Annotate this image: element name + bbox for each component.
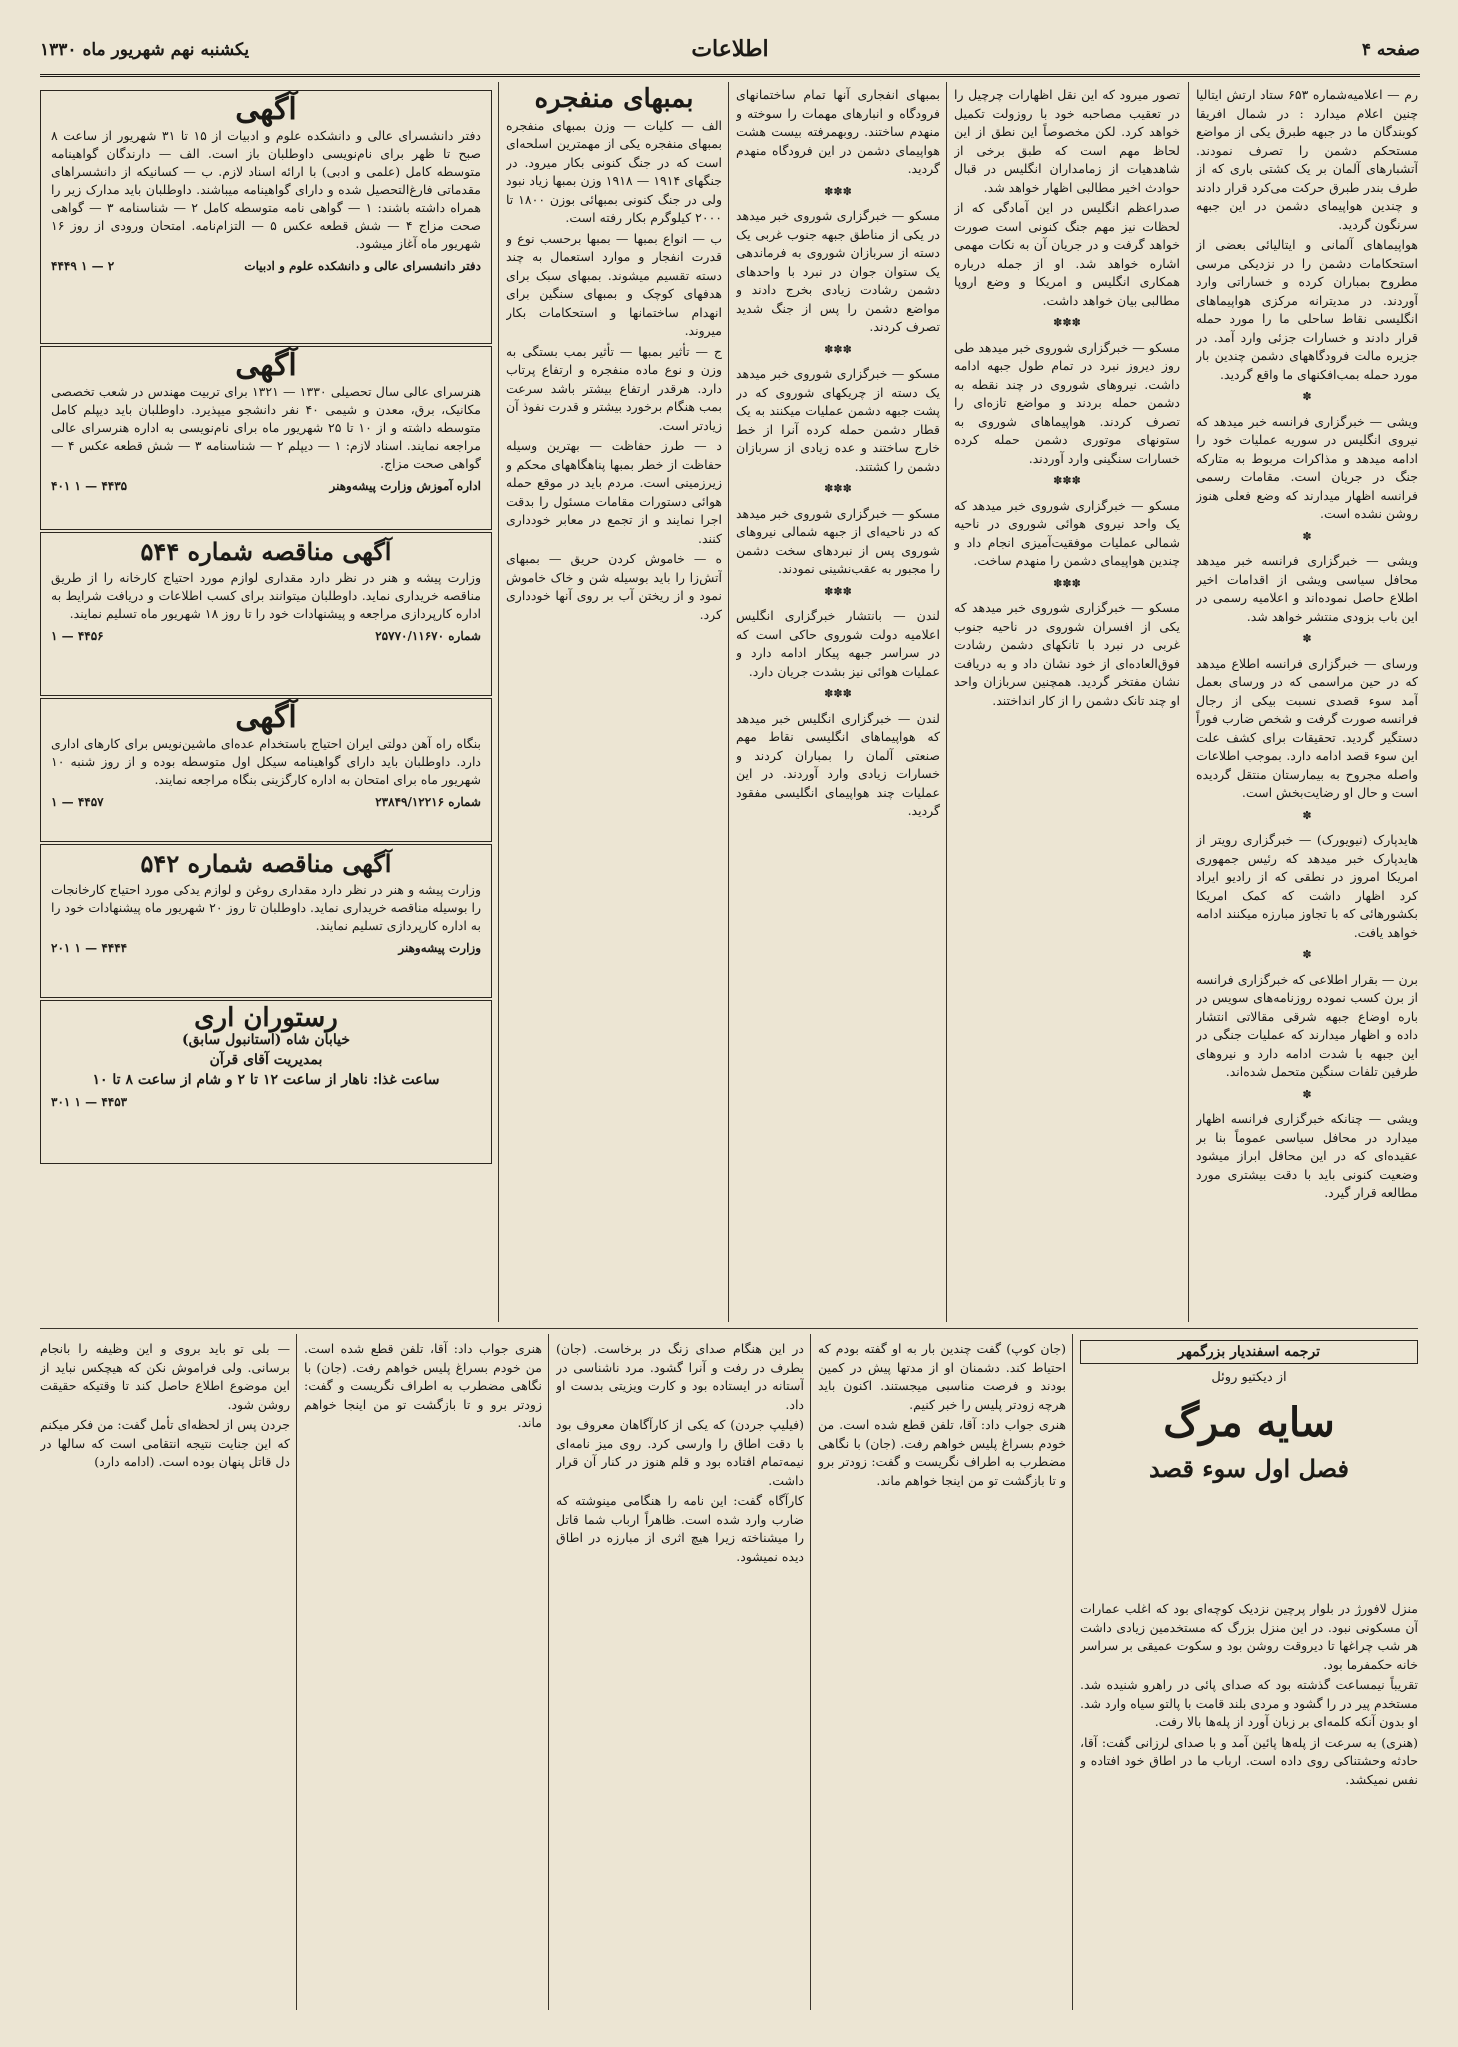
restaurant-manager: بمدیریت آقای قرآن (209, 1052, 323, 1068)
notice-ad (40, 698, 492, 842)
ad-title: آگهی مناقصه شماره ۵۴۲ (140, 849, 392, 878)
ad-title: آگهی (235, 92, 297, 127)
news-column-1: رم — اعلامیه‌شماره ۶۵۳ ستاد ارتش ایتالیا چنین اعلام میدارد : در شمال افریقا کوبندگان ما در جبهه طبرق یکی از مواضع مستحکم دشمن را تصرف نمودند. آتشبارهای آلمان بر یک کشتی باری که از طرف بندر طبرق حرکت می‌کرد قرار دادند و چندین هواپیمای دشمن در این جبهه سرنگون گردید. هواپیماهای آلمانی و ایتالیائی بعضی از استحکامات دشمن را در نزدیکی مرسی مطروح بمباران کرده و خساراتی وارد آوردند. در مدیترانه مرکزی هواپیماهای انگلیسی نقاط ساحلی ما را مورد حمله قرار دادند و خسارات جزئی وارد آمد. در جزیره مالت فرودگاههای دشمن چندین بار مورد حمله بمب‌افکنهای ما واقع گردید. ✽ ویشی — خبرگزاری فرانسه خبر میدهد که نیروی انگلیس در سوریه عملیات خود را ادامه میدهد و مذاکرات مربوط به متارکه جنگ در جریان است. مقامات رسمی فرانسه اظهار میدارند که وضع فعلی هنوز روشن نشده است. ✽ ویشی — خبرگزاری فرانسه خبر میدهد محافل سیاسی ویشی از اقدامات اخیر اطلاع حاصل نموده‌اند و اعلامیه رسمی در این باب بزودی منتشر خواهد شد. ✽ ورسای — خبرگزاری فرانسه اطلاع میدهد که در حین مراسمی که در ورسای بعمل آمد سوء قصدی نسبت بیکی از رجال فرانسه صورت گرفت و شخص ضارب فوراً دستگیر گردید. تحقیقات برای کشف علت این سوء قصد ادامه دارد. بموجب اطلاعات واصله مجروح به بیمارستان منتقل گردیده است و حال او رضایت‌بخش است. ✽ هایدپارک (نیویورک) — خبرگزاری رویتر از هایدپارک خبر میدهد که رئیس جمهوری امریکا امروز در نطقی که از رادیو ایراد کرد اظهار داشت که کمک امریکا بکشورهائی که با تجاوز مبارزه میکنند ادامه خواهد یافت. ✽ برن — بقرار اطلاعی که خبرگزاری فرانسه از برن کسب نموده روزنامه‌های سویس در باره اوضاع جبهه شرقی مقالاتی انتشار داده و اظهار میدارند که عملیات جنگی در این جبهه با شدت ادامه دارد و نیروهای طرفین تلفات سنگین متحمل شده‌اند. ✽ ویشی — چنانکه خبرگزاری فرانسه اظهار میدارد در محافل سیاسی عموماً بنا بر عقیده‌ای که در این محافل ابراز میشود وضعیت کنونی باید با دقت بیشتری مورد مطالعه قرار گیرد. (1196, 86, 1418, 1322)
news-item: مسکو — خبرگزاری شوروی خبر میدهد یک دسته از چریکهای شوروی که در پشت جبهه دشمن عملیات میکنند به یک قطار دشمن حمله کرده آنرا از خط خارج ساختند و عده زیادی از سربازان دشمن را کشتند. (736, 366, 940, 474)
news-item: صدراعظم انگلیس در این آمادگی که از لحظات نیز مهم جنگ کنونی است صورت خواهد گرفت و در جریان آن به نکات مهمی اشاره خواهد شد. او از جمله درباره همکاری انگلیس و امریکا و وضع اروپا مطالبی بیان خواهد داشت. (954, 200, 1180, 308)
ad-number: ۴۴۳۵ — ۱ ۴۰۱ (51, 479, 128, 493)
news-item: هایدپارک (نیویورک) — خبرگزاری رویتر از هایدپارک خبر میدهد که رئیس جمهوری امریکا امروز در نطقی که از رادیو ایراد کرد اظهار داشت که کمک امریکا بکشورهائی که با تجاوز مبارزه میکنند ادامه خواهد یافت. (1196, 832, 1418, 940)
restaurant-hours: ساعت غذا: ناهار از ساعت ۱۲ تا ۲ و شام از ساعت ۸ تا ۱۰ (92, 1072, 440, 1088)
ad-body: بنگاه راه آهن دولتی ایران احتیاج باستخدام عده‌ای ماشین‌نویس برای کارهای اداری دارد. داوطلبان باید دارای گواهینامه سیکل اول متوسطه بوده و از روز شنبه ۱۰ شهریور ماه برای امتحان به اداره کارگزینی بنگاه مراجعه نمایند. (51, 736, 481, 787)
news-item: برن — بقرار اطلاعی که خبرگزاری فرانسه از برن کسب نموده روزنامه‌های سویس در باره اوضاع جبهه شرقی مقالاتی انتشار داده و اظهار میدارند که عملیات جنگی در این جبهه با شدت ادامه دارد و نیروهای طرفین تلفات سنگین متحمل شده‌اند. (1196, 971, 1418, 1079)
story-paragraph: — بلی تو باید بروی و این وظیفه را بانجام برسانی. ولی فراموش نکن که هیچکس نباید از این موضوع اطلاع حاصل کند تا وقتیکه حقیقت روشن شود. (40, 1341, 290, 1412)
restaurant-address: خیابان شاه (استانبول سابق) (182, 1032, 350, 1048)
article-paragraph: الف — کلیات — وزن بمبهای منفجره بمبهای منفجره یکی از مهمترین اسلحه‌ای است که در جنگ کنونی بکار میرود. در جنگهای ۱۹۱۴ — ۱۹۱۸ وزن بمبها زیاد نبود ولی در جنگ کنونی بمبهائی بوزن ۱۸۰۰ تا ۲۰۰۰ کیلوگرم بکار رفته است. (506, 117, 722, 225)
tender-ad (40, 532, 492, 696)
news-item: بمبهای انفجاری آنها تمام ساختمانهای فرودگاه و انبارهای مهمات را سوخته و منهدم ساختند. روبهمرفته بیست هشت هواپیمای دشمن در این فرودگاه منهدم گردید. (736, 87, 940, 176)
story-column-2 (818, 1340, 1066, 2010)
ad-title: آگهی مناقصه شماره ۵۴۴ (140, 537, 392, 566)
story-paragraph: هنری جواب داد: آقا، تلفن قطع شده است. من خودم بسراغ پلیس خواهم رفت. (جان) با نگاهی مضطرب به اطراف نگریست و گفت: زودتر برو و تا بازگشت تو من اینجا خواهم ماند. (818, 1417, 1066, 1488)
story-column-4 (40, 1340, 290, 2010)
ad-number: ۴۴۵۳ — ۱ ۳۰۱ (51, 1095, 128, 1109)
story-paragraph: در این هنگام صدای زنگ در برخاست. (جان) بطرف در رفت و آنرا گشود. مرد ناشناسی در آستانه در ایستاده بود و کارت ویزیتی بدست او داد. (556, 1341, 804, 1412)
ad-body: دفتر دانشسرای عالی و دانشکده علوم و ادبیات از ۱۵ تا ۳۱ شهریور از ساعت ۸ صبح تا ظهر برای نام‌نویسی داوطلبان باز است. الف — دارندگان گواهینامه متوسطه کامل (علمی و ادبی) با ارائه اسناد لازم. ب — کسانیکه از دانشسراهای مقدماتی فارغ‌التحصیل شده و دارای گواهینامه میباشند. داوطلبان باید مدارک زیر را همراه داشته باشند: ۱ — گواهی نامه متوسطه کامل ۲ — شناسنامه ۳ — گواهی صحت مزاج ۴ — شش قطعه عکس ۵ — التزام‌نامه. امتحان ورودی از روز ۱۶ شهریور ماه آغاز میشود. (51, 128, 481, 251)
story-title: سایه مرگ (1163, 1399, 1335, 1446)
story-paragraph: (جان کوپ) گفت چندین بار به او گفته بودم که احتیاط کند. دشمنان او از مدتها پیش در کمین بودند و فرصت مناسبی میجستند. اکنون باید هرچه زودتر پلیس را خبر کنیم. (818, 1341, 1066, 1412)
story-paragraph: تقریباً نیمساعت گذشته بود که صدای پائی در راهرو شنیده شد. مستخدم پیر در را گشود و مردی بلند قامت با پالتو سیاه وارد شد. او بدون آنکه کلمه‌ای بر زبان آورد از پله‌ها بالا رفت. (1080, 1677, 1418, 1729)
news-item: رم — اعلامیه‌شماره ۶۵۳ ستاد ارتش ایتالیا چنین اعلام میدارد : در شمال افریقا کوبندگان ما در جبهه طبرق یکی از مواضع مستحکم دشمن را تصرف نمودند. آتشبارهای آلمان بر یک کشتی باری که از طرف بندر طبرق حرکت می‌کرد قرار دادند و چندین هواپیمای دشمن در این جبهه سرنگون گردید. (1196, 87, 1418, 232)
news-item: مسکو — خبرگزاری شوروی خبر میدهد در یکی از مناطق جبهه جنوب غربی یک دسته از سربازان شوروی به فرماندهی یک ستوان جوان در نبرد با واحدهای دشمن رشادت زیادی بخرج دادند و مواضع دشمن را پس از جنگ شدید تصرف کردند. (736, 208, 940, 334)
notice-ad (40, 346, 492, 530)
article-paragraph: ج — تأثیر بمبها — تأثیر بمب بستگی به وزن و نوع ماده منفجره و ارتفاع پرتاب دارد. هرقدر ارتفاع بیشتر باشد سرعت بمب هنگام برخورد بیشتر و قدرت نفوذ آن زیادتر است. (506, 343, 722, 433)
news-item: هواپیماهای آلمانی و ایتالیائی بعضی از استحکامات دشمن را در نزدیکی مرسی مطروح بمباران کرده و خساراتی وارد آوردند. در مدیترانه مرکزی هواپیماهای انگلیسی نقاط ساحلی ما را مورد حمله قرار دادند و خسارات جزئی وارد آمد. در جزیره مالت فرودگاههای دشمن چندین بار مورد حمله بمب‌افکنهای ما واقع گردید. (1196, 237, 1418, 382)
issue-date: یکشنبه نهم شهریور ماه ۱۳۳۰ (40, 40, 250, 60)
page-header (40, 34, 1420, 77)
news-item: ویشی — چنانکه خبرگزاری فرانسه اظهار میدارد در محافل سیاسی عموماً بنا بر عقیده‌ای که در این محافل ابراز میشود وضعیت کنونی باید با دقت بیشتری مورد مطالعه قرار گیرد. (1196, 1111, 1418, 1200)
news-item: ورسای — خبرگزاری فرانسه اطلاع میدهد که در حین مراسمی که در ورسای بعمل آمد سوء قصدی نسبت بیکی از رجال فرانسه صورت گرفت و شخص ضارب فوراً دستگیر گردید. تحقیقات برای کشف علت این سوء قصد ادامه دارد. بموجب اطلاعات واصله مجروح به بیمارستان منتقل گردیده است و حال او رضایت‌بخش است. (1196, 655, 1418, 800)
news-column-2: تصور میرود که این نقل اظهارات چرچیل را در تعقیب مصاحبه خود با روزولت تکمیل خواهد کرد. لکن مخصوصاً این نطق از این لحاظ مهم است که طبق برخی از شاهدهیات از زمامداران انگلیس در قبال حوادث اخیر مطالبی اظهار خواهد شد. صدراعظم انگلیس در این آمادگی که از لحظات نیز مهم جنگ کنونی است صورت خواهد گرفت و در جریان آن به نکات مهمی اشاره خواهد شد. او از جمله درباره همکاری انگلیس و امریکا و وضع اروپا مطالبی بیان خواهد داشت. ✽✽✽ مسکو — خبرگزاری شوروی خبر میدهد طی روز دیروز نبرد در تمام طول جبهه ادامه داشت. نیروهای شوروی در چند نقطه به دشمن حمله بردند و مواضع تازه‌ای را تصرف کردند. هواپیماهای شوروی به ستونهای موتوری دشمن حمله کرده خسارات سنگینی وارد آوردند. ✽✽✽ مسکو — خبرگزاری شوروی خبر میدهد که یک واحد نیروی هوائی شوروی در ناحیه شمالی عملیات موفقیت‌آمیزی انجام داد و چندین هواپیمای دشمن را منهدم ساخت. ✽✽✽ مسکو — خبرگزاری شوروی خبر میدهد که یکی از افسران شوروی در ناحیه جنوب غربی در نبرد با تانکهای دشمن رشادت فوق‌العاده‌ای از خود نشان داد و به دریافت نشان مفتخر گردید. همچنین سربازان واحد او چند تانک دشمن را از کار انداختند. (954, 86, 1180, 1322)
article-paragraph: د — طرز حفاظت — بهترین وسیله حفاظت از خطر بمبها پناهگاههای محکم و زیرزمینی است. مردم باید در موقع حمله هوائی دستورات مقامات مسئول را بدقت اجرا نمایند و از تجمع در معابر خودداری کنند. (506, 438, 722, 546)
notice-ad (40, 90, 492, 344)
ad-ref: اداره آموزش وزارت پیشه‌وهنر (329, 479, 481, 493)
news-item: تصور میرود که این نقل اظهارات چرچیل را در تعقیب مصاحبه خود با روزولت تکمیل خواهد کرد. لکن مخصوصاً این نطق از این لحاظ مهم است که طبق برخی از شاهدهیات از زمامداران انگلیس در قبال حوادث اخیر مطالبی اظهار خواهد شد. (954, 87, 1180, 195)
article-paragraph: ه — خاموش کردن حریق — بمبهای آتش‌زا را باید بوسیله شن و خاک خاموش نمود و از ریختن آب بر روی آنها خودداری کرد. (506, 551, 722, 622)
story-tag: از دیکتیو روئل (1211, 1370, 1287, 1385)
ad-body: وزارت پیشه و هنر در نظر دارد مقداری روغن و لوازم یدکی مورد احتیاج کارخانجات را بوسیله مناقصه خریداری نماید. داوطلبان تا روز ۲۰ شهریور ماه پیشنهادات خود را به اداره کارپردازی تسلیم نمایند. (51, 882, 482, 933)
ad-title: آگهی (235, 700, 297, 735)
ad-number: ۴۴۴۴ — ۱ ۲۰۱ (51, 941, 128, 955)
story-header (1080, 1340, 1418, 1590)
ad-number: ۲ — ۱ ۴۴۴۹ (51, 259, 115, 273)
tender-ad (40, 844, 492, 998)
ad-number: ۴۴۵۶ — ۱ (51, 629, 104, 643)
ad-body: وزارت پیشه و هنر در نظر دارد مقداری لوازم مورد احتیاج کارخانه را از طریق مناقصه خریداری نماید. داوطلبان میتوانند برای کسب اطلاعات و دریافت شرایط به اداره کارپردازی مراجعه و پیشنهادات خود را تا روز ۱۸ شهریور ماه تسلیم نمایند. (51, 570, 481, 621)
news-item: لندن — بانتشار خبرگزاری انگلیس اعلامیه دولت شوروی حاکی است که در سراسر جبهه پیکار ادامه دارد و عملیات هوائی نیز بشدت جریان دارد. (736, 608, 940, 679)
restaurant-name: رستوران اری (194, 1003, 338, 1033)
story-column-3 (556, 1340, 804, 2010)
news-item: مسکو — خبرگزاری شوروی خبر میدهد طی روز دیروز نبرد در تمام طول جبهه ادامه داشت. نیروهای شوروی در چند نقطه به دشمن حمله بردند و مواضع تازه‌ای را تصرف کردند. هواپیماهای شوروی به ستونهای موتوری دشمن حمله کرده خسارات سنگینی وارد آوردند. (954, 339, 1180, 466)
story-paragraph: هنری جواب داد: آقا، تلفن قطع شده است. من خودم بسراغ پلیس خواهم رفت. (جان) با نگاهی مضطرب به اطراف نگریست و گفت: زودتر برو و تا بازگشت تو من اینجا خواهم ماند. (304, 1341, 542, 1430)
ad-title: آگهی (235, 348, 297, 383)
story-paragraph: (فیلیپ جردن) که یکی از کارآگاهان معروف بود با دقت اطاق را وارسی کرد. روی میز نامه‌ای نیمه‌تمام افتاده بود و قلم هنوز در کنار آن قرار داشت. (556, 1417, 804, 1488)
news-item: مسکو — خبرگزاری شوروی خبر میدهد که در ناحیه‌ای از جبهه شمالی نیروهای شوروی پس از نبردهای سخت دشمن را مجبور به عقب‌نشینی نمودند. (736, 505, 940, 576)
restaurant-ad (40, 1000, 492, 1164)
story-paragraph: کارآگاه گفت: این نامه را هنگامی مینوشته که ضارب وارد شده است. ظاهراً ارباب شما قاتل را میشناخته زیرا هیچ اثری از مبارزه در اطاق دیده نمیشود. (556, 1493, 804, 1564)
story-column-1 (1080, 1600, 1418, 2010)
page-number: صفحه ۴ (1361, 40, 1420, 60)
story-column-5 (304, 1340, 542, 2010)
story-chapter: فصل اول سوء قصد (1149, 1454, 1349, 1483)
story-paragraph: جردن پس از لحظه‌ای تأمل گفت: من فکر میکنم که این جنایت نتیجه انتقامی است که سالها در دل قاتل پنهان بوده است. (ادامه دارد) (40, 1417, 290, 1469)
article-title: بمبهای منفجره (534, 86, 694, 114)
news-item: مسکو — خبرگزاری شوروی خبر میدهد که یک واحد نیروی هوائی شوروی در ناحیه شمالی عملیات موفقیت‌آمیزی انجام داد و چندین هواپیمای دشمن را منهدم ساخت. (954, 497, 1180, 568)
news-column-3: بمبهای انفجاری آنها تمام ساختمانهای فرودگاه و انبارهای مهمات را سوخته و منهدم ساختند. روبهمرفته بیست هشت هواپیمای دشمن در این فرودگاه منهدم گردید. ✽✽✽ مسکو — خبرگزاری شوروی خبر میدهد در یکی از مناطق جبهه جنوب غربی یک دسته از سربازان شوروی به فرماندهی یک ستوان جوان در نبرد با واحدهای دشمن رشادت زیادی بخرج دادند و مواضع دشمن را پس از جنگ شدید تصرف کردند. ✽✽✽ مسکو — خبرگزاری شوروی خبر میدهد یک دسته از چریکهای شوروی که در پشت جبهه دشمن عملیات میکنند به یک قطار دشمن حمله کرده آنرا از خط خارج ساختند و عده زیادی از سربازان دشمن را کشتند. ✽✽✽ مسکو — خبرگزاری شوروی خبر میدهد که در ناحیه‌ای از جبهه شمالی نیروهای شوروی پس از نبردهای سخت دشمن را مجبور به عقب‌نشینی نمودند. ✽✽✽ لندن — بانتشار خبرگزاری انگلیس اعلامیه دولت شوروی حاکی است که در سراسر جبهه پیکار ادامه دارد و عملیات هوائی نیز بشدت جریان دارد. ✽✽✽ لندن — خبرگزاری انگلیس خبر میدهد که هواپیماهای انگلیسی نقاط مهم صنعتی آلمان را بمباران کردند و خسارات زیادی وارد آوردند. در این عملیات چند هواپیمای انگلیسی مفقود گردید. (736, 86, 940, 1322)
story-paragraph: منزل لافورژ در بلوار پرچین نزدیک کوچه‌ای بود که اغلب عمارات آن مسکونی نبود. در این منزل بزرگ که مستخدمین زیادی داشت هر شب چراغها تا دیروقت روشن بود و سکوت عمیقی بر سراسر خانه حکمفرما بود. (1080, 1601, 1418, 1672)
ad-ref: شماره ۲۳۸۴۹/۱۲۲۱۶ (375, 795, 481, 809)
ad-ref: وزارت پیشه‌وهنر (398, 941, 481, 955)
news-item: مسکو — خبرگزاری شوروی خبر میدهد که یکی از افسران شوروی در ناحیه جنوب غربی در نبرد با تانکهای دشمن رشادت فوق‌العاده‌ای از خود نشان داد و به دریافت نشان مفتخر گردید. همچنین سربازان واحد او چند تانک دشمن را از کار انداختند. (954, 600, 1180, 708)
news-item: ویشی — خبرگزاری فرانسه خبر میدهد محافل سیاسی ویشی از اقدامات اخیر اطلاع حاصل نموده‌اند و اعلامیه رسمی در این باب بزودی منتشر خواهد شد. (1196, 553, 1418, 624)
article-column (506, 86, 722, 1322)
newspaper-name: اطلاعات (691, 36, 769, 62)
ad-number: ۴۴۵۷ — ۱ (51, 795, 104, 809)
ad-ref: دفتر دانشسرای عالی و دانشکده علوم و ادبیات (244, 259, 481, 273)
story-translator: ترجمه اسفندیار بزرگمهر (1080, 1340, 1418, 1364)
news-item: ویشی — خبرگزاری فرانسه خبر میدهد که نیروی انگلیس در سوریه عملیات خود را ادامه میدهد و مذاکرات مربوط به متارکه جنگ در جریان است. مقامات رسمی فرانسه اظهار میدارند که وضع فعلی هنوز روشن نشده است. (1196, 413, 1418, 521)
ad-ref: شماره ۲۵۷۷۰/۱۱۶۷۰ (375, 629, 481, 643)
ad-body: هنرسرای عالی سال تحصیلی ۱۳۳۰ — ۱۳۲۱ برای تربیت مهندس در شعب تخصصی مکانیک، برق، معدن و شیمی ۴۰ نفر دانشجو میپذیرد. داوطلبان باید دیپلم کامل متوسطه داشته و از ۱۰ تا ۲۵ شهریور ماه برای نام‌نویسی به اداره هنرسرای عالی مراجعه نمایند. اسناد لازم: ۱ — دیپلم ۲ — شناسنامه ۳ — شش قطعه عکس ۴ — گواهی صحت مزاج. (51, 384, 482, 471)
article-paragraph: ب — انواع بمبها — بمبها برحسب نوع و قدرت انفجار و موارد استعمال به چند دسته تقسیم میشوند. بمبهای سبک برای هدفهای کوچک و بمبهای سنگین برای انهدام ساختمانها و استحکامات بکار میروند. (506, 230, 722, 338)
story-paragraph: (هنری) به سرعت از پله‌ها پائین آمد و با صدای لرزانی گفت: آقا، حادثه وحشتناکی روی داده است. ارباب ما در اطاق خود افتاده و نفس نمیکشد. (1080, 1734, 1418, 1787)
news-item: لندن — خبرگزاری انگلیس خبر میدهد که هواپیماهای انگلیسی نقاط مهم صنعتی آلمان را بمباران کردند و خسارات زیادی وارد آوردند. در این عملیات چند هواپیمای انگلیسی مفقود گردید. (736, 710, 940, 818)
